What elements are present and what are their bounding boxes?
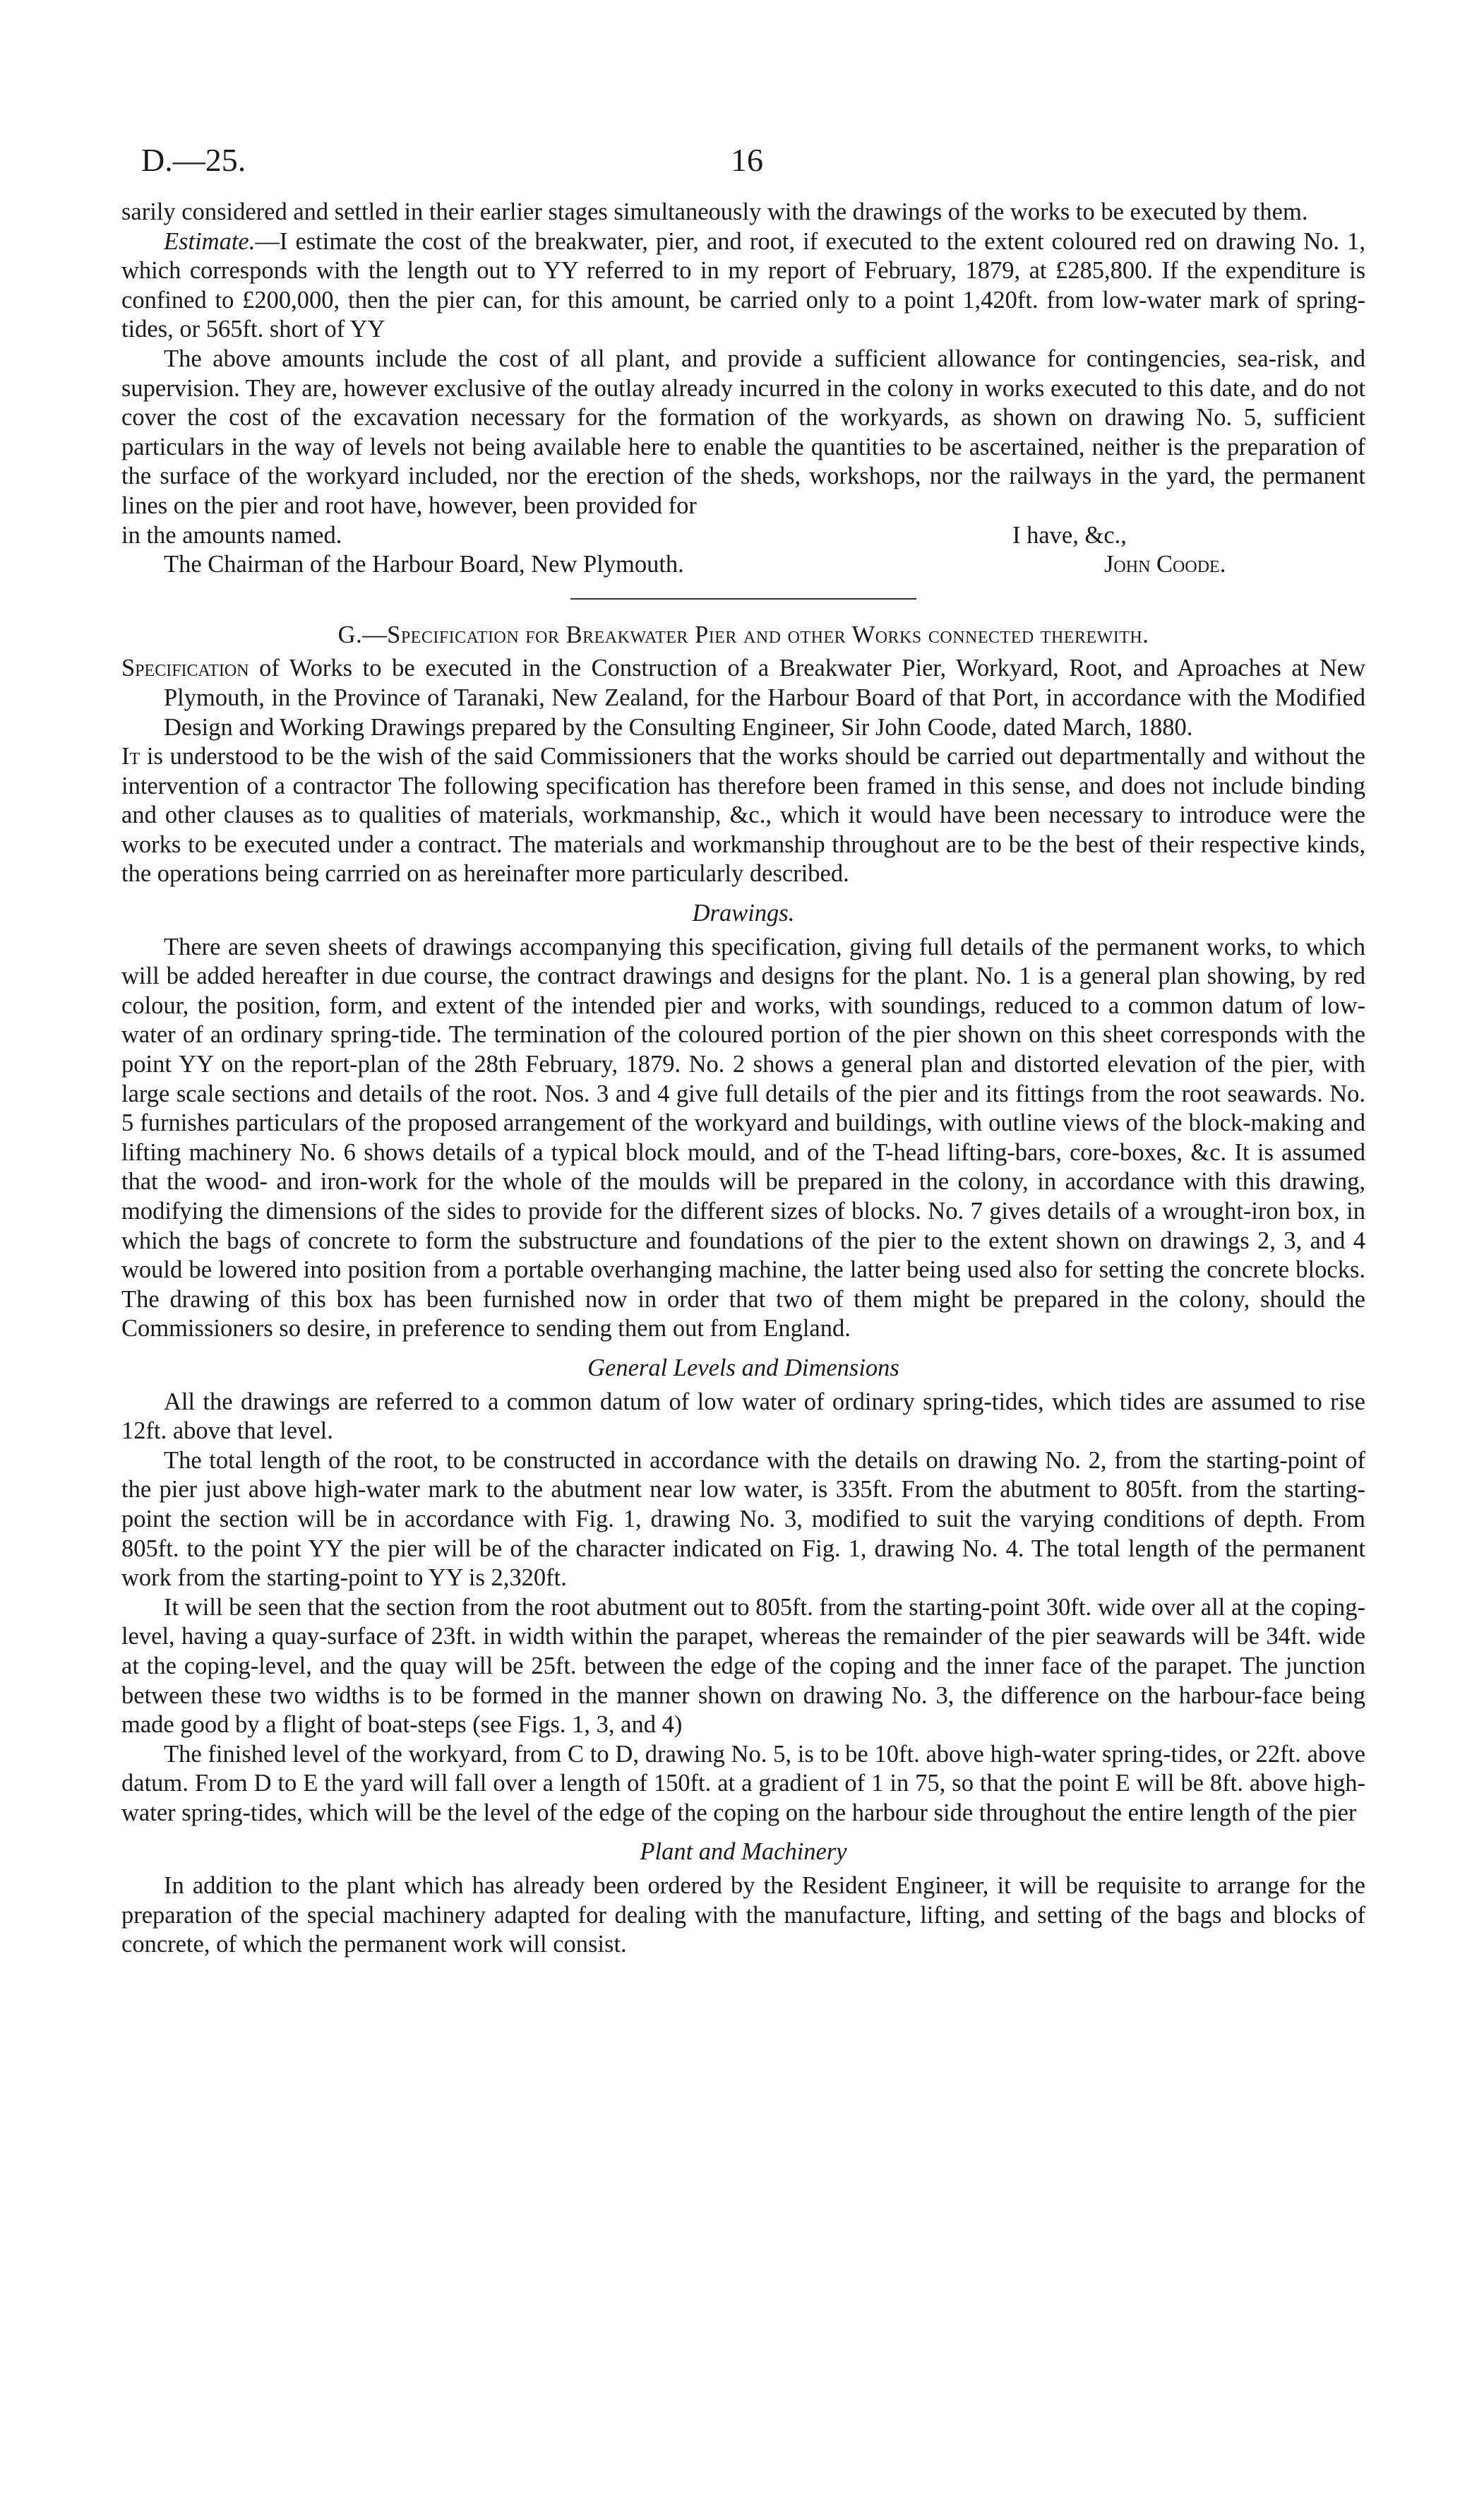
paragraph-levels-1: All the drawings are referred to a common datum of low water of ordinary spring-tides, which tides are assumed to rise 12ft. above that level. xyxy=(121,1388,1365,1445)
paragraph-understood xyxy=(121,742,1365,889)
paragraph-levels-2: The total length of the root, to be constructed in accordance with the details on drawing No. 2, from the starting-point of the pier just above high-water mark to the abutment near low water, is 335ft. From the abutment to 805ft. from the starting-point the section will be in accordance with Fig. 1, drawing No. 3, modified to suit the varying conditions of depth. From 805ft. to the point YY the pier will be of the character indicated on Fig. 1, drawing No. 4. The total length of the permanent work from the starting-point to YY is 2,320ft. xyxy=(121,1446,1365,1592)
section-g-title: G.—Specification for Breakwater Pier and other Works connected therewith. xyxy=(337,621,1149,648)
specification-text: of Works to be executed in the Construction of a Breakwater Pier, Workyard, Root, and Aproaches at New Plymouth, in the Province of Taranaki, New Zealand, for the Harbour Board of that Port, in accordance with the Modified Design and Working Drawings prepared by the Consulting Engineer, Sir John Coode, dated March, 1880. xyxy=(164,655,1365,741)
paragraph-levels-4: The finished level of the workyard, from C to D, drawing No. 5, is to be 10ft. above high-water spring-tides, or 22ft. above datum. From D to E the yard will fall over a length of 150ft. at a gradient of 1 in 75, so that the point E will be 8ft. above high-water spring-tides, which will be the level of the edge of the coping on the harbour side throughout the entire length of the pier xyxy=(121,1740,1365,1826)
closing-line-2 xyxy=(121,550,1365,580)
paragraph-specification xyxy=(121,654,1365,742)
paragraph-continued: sarily considered and settled in their earlier stages simultaneously with the drawings of the works to be executed by them. xyxy=(121,198,1308,225)
closing-salutation: I have, &c., xyxy=(1012,521,1127,549)
document-reference: D.—25. xyxy=(141,142,246,178)
estimate-text: —I estimate the cost of the breakwater, pier, and root, if executed to the extent coloured red on drawing No. 1, which corresponds with the length out to YY referred to in my report of February, 1879, at £285,800. If the expenditure is confined to £200,000, then the pier can, for this amount, be carried only to a point 1,420ft. from low-water mark of spring-tides, or 565ft. short of YY xyxy=(121,227,1365,343)
specification-lead: Specification xyxy=(121,655,249,682)
page-header xyxy=(121,141,1365,198)
closing-last-line: in the amounts named. xyxy=(121,521,342,549)
document-page xyxy=(121,141,1365,1960)
paragraph-plant: In addition to the plant which has already been ordered by the Resident Engineer, it will be requisite to arrange for the preparation of the special machinery adapted for dealing with the manufacture, lifting, and setting of the bags and blocks of concrete, of which the permanent work will consist. xyxy=(121,1872,1365,1958)
closing-line-1 xyxy=(121,521,1365,551)
levels-heading: General Levels and Dimensions xyxy=(587,1354,899,1381)
understood-text: is understood to be the wish of the said Commissioners that the works should be carried out departmentally and without the intervention of a contractor The following specification has therefore been framed in this sense, and does not include binding and other clauses as to qualities of materials, workmanship, &c., which it would have been necessary to introduce were the works to be executed under a contract. The materials and workmanship throughout are to be the best of their respective kinds, the operations being carrried on as hereinafter more particularly described. xyxy=(121,743,1365,888)
understood-lead: It xyxy=(121,743,140,770)
page-number: 16 xyxy=(731,142,763,178)
section-divider xyxy=(570,598,916,600)
estimate-label: Estimate. xyxy=(164,227,256,255)
paragraph-levels-3: It will be seen that the section from the root abutment out to 805ft. from the starting-point 30ft. wide over all at the coping-level, having a quay-surface of 23ft. in width within the parapet, whereas the remainder of the pier seawards will be 34ft. wide at the coping-level, and the quay will be 25ft. between the edge of the coping and the inner face of the parapet. The junction between these two widths is to be formed in the manner shown on drawing No. 3, the difference on the harbour-face being made good by a flight of boat-steps (see Figs. 1, 3, and 4) xyxy=(121,1593,1365,1739)
closing-addressee: The Chairman of the Harbour Board, New Plymouth. xyxy=(164,551,684,578)
plant-heading: Plant and Machinery xyxy=(640,1838,847,1866)
closing-signature: John Coode. xyxy=(1104,551,1226,578)
paragraph-amounts: The above amounts include the cost of all plant, and provide a sufficient allowance for contingencies, sea-risk, and supervision. They are, however exclusive of the outlay already incurred in the colony in works executed to this date, and do not cover the cost of the excavation necessary for the formation of the workyards, as shown on drawing No. 5, sufficient particulars in the way of levels not being available here to enable the quantities to be ascertained, neither is the preparation of the surface of the workyard included, nor the erection of the sheds, workshops, nor the railways in the yard, the permanent lines on the pier and root have, however, been provided for xyxy=(121,345,1365,519)
drawings-heading: Drawings. xyxy=(692,900,795,927)
paragraph-estimate xyxy=(121,227,1365,345)
paragraph-drawings: There are seven sheets of drawings accompanying this specification, giving full details of the permanent works, to which will be added hereafter in due course, the contract drawings and designs for the plant. No. 1 is a general plan showing, by red colour, the position, form, and extent of the intended pier and works, with soundings, reduced to a common datum of low-water of an ordinary spring-tide. The termination of the coloured portion of the pier shown on this sheet corresponds with the point YY on the report-plan of the 28th February, 1879. No. 2 shows a general plan and distorted elevation of the pier, with large scale sections and details of the root. Nos. 3 and 4 give full details of the pier and its fittings from the root seawards. No. 5 furnishes particulars of the proposed arrangement of the workyard and buildings, with outline views of the block-making and lifting machinery No. 6 shows details of a typical block mould, and of the T-head lifting-bars, core-boxes, &c. It is assumed that the wood- and iron-work for the whole of the moulds will be prepared in the colony, in accordance with this drawing, modifying the dimensions of the sides to provide for the different sizes of blocks. No. 7 gives details of a wrought-iron box, in which the bags of concrete to form the substructure and foundations of the pier to the extent shown on drawings 2, 3, and 4 would be lowered into position from a portable overhanging machine, the latter being used also for setting the concrete blocks. The drawing of this box has been furnished now in order that two of them might be prepared in the colony, should the Commissioners so desire, in preference to sending them out from England. xyxy=(121,933,1365,1342)
